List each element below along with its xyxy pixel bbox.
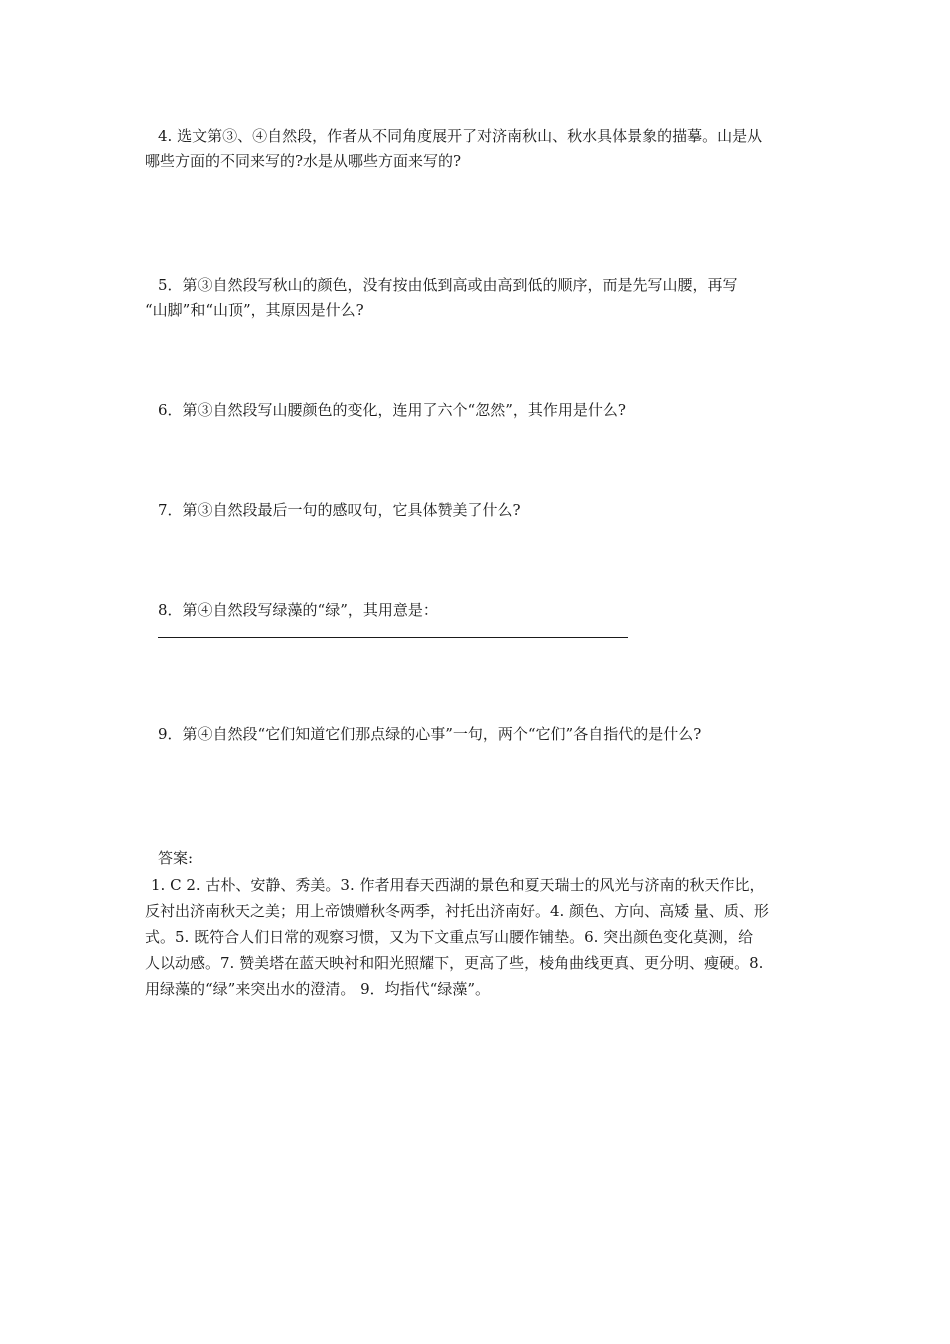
answers-line-2: 反衬出济南秋天之美；用上帝馈赠秋冬两季，衬托出济南好。4. 颜色、方向、高矮 量、质、形 [145, 902, 769, 920]
question-4-line-2: 哪些方面的不同来写的?水是从哪些方面来写的? [145, 152, 462, 170]
question-4-line-1: 4. 选文第③、④自然段，作者从不同角度展开了对济南秋山、秋水具体景象的描摹。山是从 [158, 127, 763, 145]
answers-heading [145, 846, 815, 871]
question-8-line-1: 8．第④自然段写绿藻的“绿”，其用意是： [158, 601, 438, 619]
answers-title: 答案: [158, 849, 194, 867]
answers-line-3: 式。5. 既符合人们日常的观察习惯，又为下文重点写山腰作铺垫。6. 突出颜色变化莫测，给 [145, 928, 754, 946]
question-7 [145, 498, 815, 523]
question-6 [145, 398, 815, 423]
question-6-line-1: 6．第③自然段写山腰颜色的变化，连用了六个“忽然”，其作用是什么? [158, 401, 626, 419]
answers-line-1: 1. C 2. 古朴、安静、秀美。3. 作者用春天西湖的景色和夏天瑞士的风光与济南的秋天作比， [151, 876, 765, 894]
answers-line-4: 人以动感。7. 赞美塔在蓝天映衬和阳光照耀下，更高了些，棱角曲线更真、更分明、瘦硬。8. [145, 954, 764, 972]
question-7-line-1: 7．第③自然段最后一句的感叹句，它具体赞美了什么? [158, 501, 521, 519]
question-9 [145, 722, 815, 747]
question-8 [145, 598, 815, 638]
question-4 [145, 124, 815, 174]
question-9-line-1: 9．第④自然段“它们知道它们那点绿的心事”一句，两个“它们”各自指代的是什么? [158, 725, 702, 743]
answers-body [145, 872, 815, 1002]
question-5-line-2: “山脚”和“山顶”，其原因是什么? [145, 301, 364, 319]
answers-line-5: 用绿藻的“绿”来突出水的澄清。 9．均指代“绿藻”。 [145, 980, 490, 998]
question-5 [145, 273, 815, 323]
question-8-answer-blank [158, 637, 628, 638]
question-5-line-1: 5．第③自然段写秋山的颜色，没有按由低到高或由高到低的顺序，而是先写山腰，再写 [158, 276, 738, 294]
